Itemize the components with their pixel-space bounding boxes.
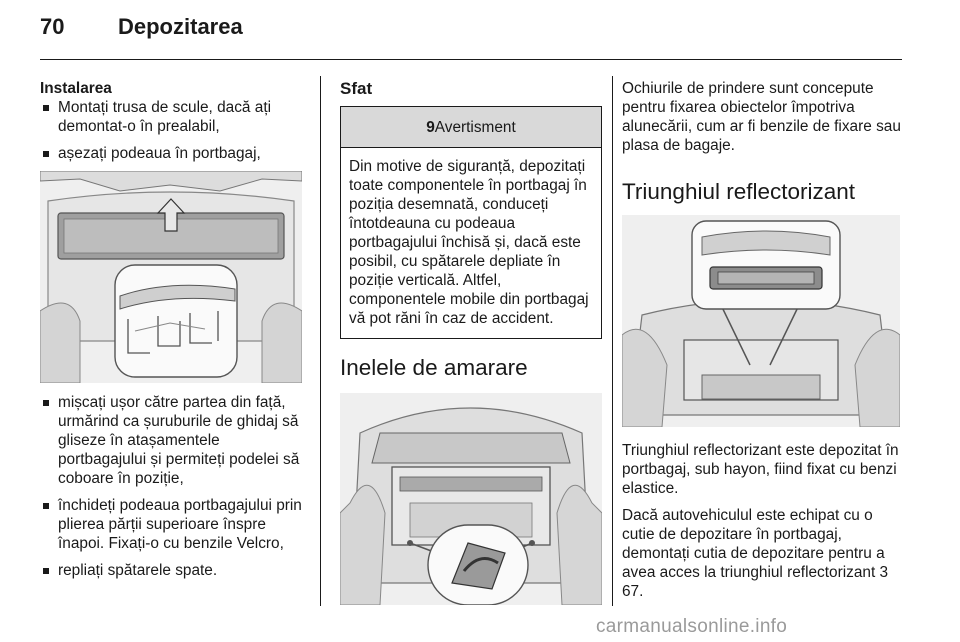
illustration-warning-triangle — [622, 215, 900, 427]
paragraph-storage-box-text: Dacă autovehiculul este echipat cu o cutie de depozitare în portbagaj, demontați cutia de depozitare pentru a avea acces la triunghiul reflectorizant — [622, 507, 885, 581]
paragraph-storage-box — [622, 506, 902, 601]
warning-header — [341, 107, 601, 148]
section-heading-warning-triangle: Triunghiul reflectorizant — [622, 179, 856, 204]
bullet-list-top — [40, 98, 308, 163]
subheading-instalarea: Instalarea — [40, 80, 112, 97]
warning-box — [340, 106, 602, 339]
header-rule — [40, 59, 902, 60]
bullet-item: mișcați ușor către partea din față, urmărind ca șuruburile de ghidaj să gliseze în atașamentele portbagajului și permiteți podelei să coboare în poziție, — [40, 393, 308, 488]
warning-title: Avertisment — [434, 118, 516, 136]
column-2 — [340, 79, 602, 605]
column-divider-1 — [320, 76, 321, 606]
illustration-tie-down-rings — [340, 393, 602, 605]
bullet-item: repliați spătarele spate. — [40, 561, 308, 580]
warning-text: Din motive de siguranță, depozitați toate componentele în portbagaj în poziția desemnată, conduceți întotdeauna cu podeaua portbagajului închisă și, dacă este posibil, cu spătarele depliate în poziție verticală. Altfel, componentele mobile din portbagaj vă pot răni în caz de accident. — [349, 158, 589, 327]
paragraph-intro: Ochiurile de prindere sunt concepute pentru fixarea obiectelor împotriva alunecării, cum ar fi benzile de fixare sau plasa de bagaje. — [622, 80, 901, 154]
section-heading-tie-down-rings: Inelele de amarare — [340, 355, 528, 380]
illustration-trunk-floor — [40, 171, 302, 383]
paragraph-triangle-location: Triunghiul reflectorizant este depozitat în portbagaj, sub hayon, fiind fixat cu benzi elastice. — [622, 442, 899, 497]
bullet-item: așezați podeaua în portbagaj, — [40, 144, 308, 163]
page-title: Depozitarea — [118, 14, 243, 39]
bullet-list-bottom — [40, 393, 308, 580]
cross-reference-arrow-icon: 3 — [879, 564, 889, 581]
column-3 — [622, 79, 902, 609]
watermark: carmanualsonline.info — [596, 616, 788, 637]
column-divider-2 — [612, 76, 613, 606]
column-1 — [40, 79, 308, 588]
page-number: 70 — [40, 14, 65, 39]
bullet-item: închideți podeaua portbagajului prin plierea părții superioare înspre înapoi. Fixați-o cu benzile Velcro, — [40, 496, 308, 553]
cross-reference-page[interactable]: 67. — [622, 583, 644, 600]
note-label: Sfat — [340, 79, 373, 98]
bullet-item: Montați trusa de scule, dacă ați demontat-o în prealabil, — [40, 98, 308, 136]
warning-triangle-icon: 9 — [426, 118, 435, 136]
